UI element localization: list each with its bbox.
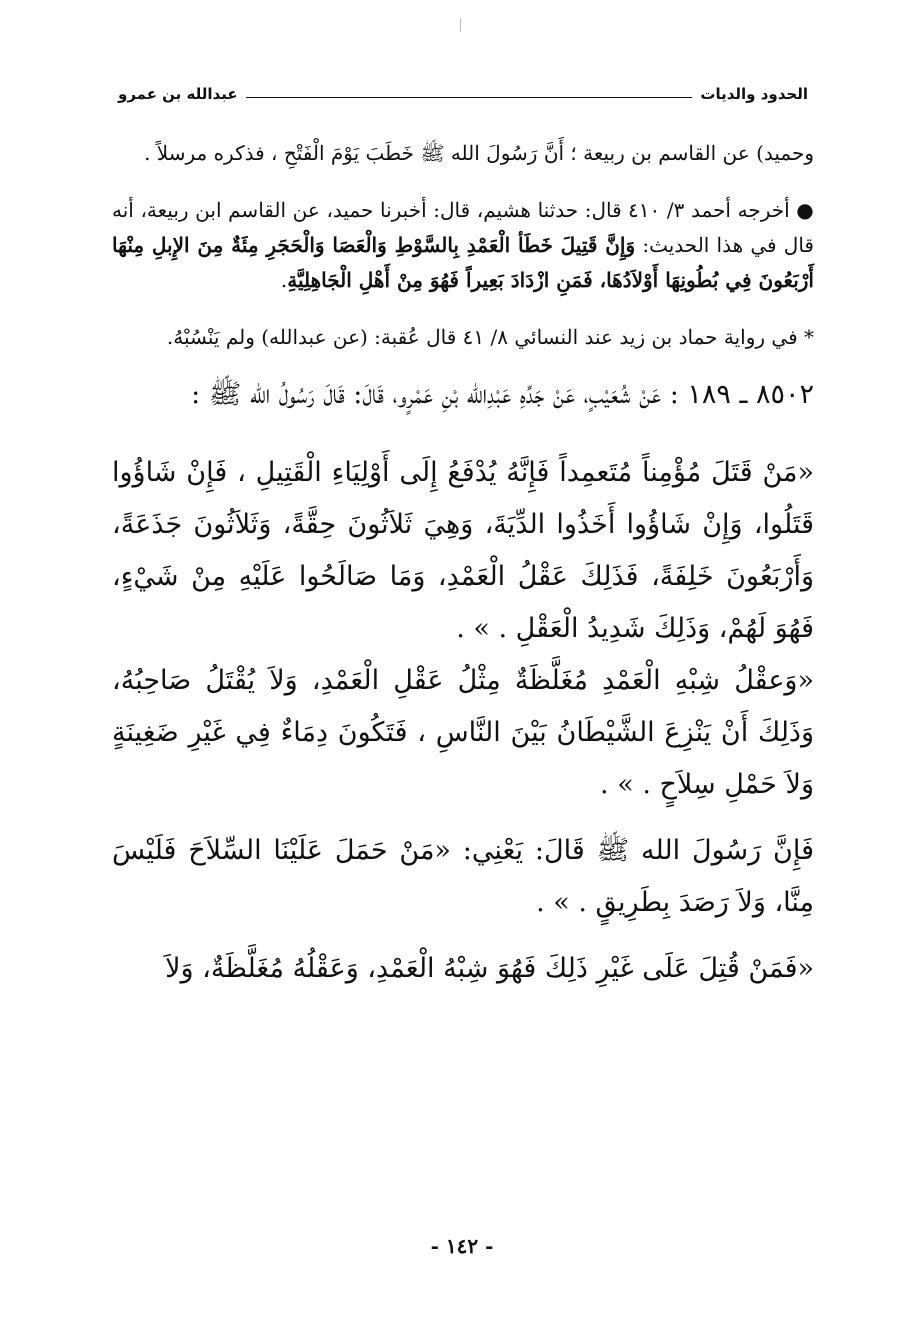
header-section-title: عبدالله بن عمرو [118,85,238,103]
paragraph-ahmad-takhrij [112,193,814,298]
takhrij-hadith-text: وَإِنَّ قَتِيلَ خَطَأ الْعَمْدِ بِالسَّوْطِ وَالْعَصَا وَالْحَجَرِ مِئَةٌ مِنَ الإِبلِ مِنْهَا أَرْبَعُونَ فِي بُطُونِهَا أَوْلاَدُهَا، فَمَنِ ازْدَادَ بَعِيراً فَهُوَ مِنْ أَهْلِ الْجَاهِلِيَّةِ [112,233,814,292]
takhrij-intro: أخرجه أحمد ٣/ ٤١٠ قال: حدثنا هشيم، قال: أخبرنا حميد، عن القاسم ابن ربيعة، أنه قال في هذا الحديث: [112,198,814,257]
crop-mark [460,18,461,32]
header-rule [246,97,693,98]
bullet-icon: ● [796,198,814,222]
hadith-heading: ٨٥٠٢ ـ ١٨٩ : عَنْ شُعَيْبٍ، عَنْ جَدِّهِ عَبْدِالله بْنِ عَمْرٍو، قَالَ: قَالَ رَسُولُ الله ﷺ : [191,379,814,410]
paragraph-nasai-note: * في رواية حماد بن زيد عند النسائي ٨/ ٤١ قال عُقبة: (عن عبدالله) ولم يَنْسُبْهُ. [166,325,814,349]
takhrij-end: . [280,268,288,292]
page-number: - ١٤٢ - [430,1234,494,1258]
header-chapter-title: الحدود والديات [700,85,808,103]
hadith-paragraph-1: «مَنْ قَتَلَ مُؤْمِناً مُتَعمِداً فَإِنَّهُ يُدْفَعُ إِلَى أَوْلِيَاءِ الْقَتِيلِ ، فَإِنْ شَاؤُوا قَتَلُوا، وَإِنْ شَاؤُوا أَخَذُوا الدِّيَةَ، وَهِيَ ثَلاَثُونَ حِقَّةً، وَثَلاَثُونَ جَذَعَةً، وَأَرْبَعُونَ خَلِفَةً، فَذَلِكَ عَقْلُ الْعَمْدِ، وَمَا صَالَحُوا عَلَيْهِ مِنْ شَيْءٍ، فَهُوَ لَهُمْ، وَذَلِكَ شَدِيدُ الْعَقْلِ . » . [112,457,814,644]
hadith-paragraph-3: فَإِنَّ رَسُولَ الله ﷺ قَالَ: يَعْنِي: «مَنْ حَمَلَ عَلَيْنَا السِّلاَحَ فَلَيْسَ مِنَّا، وَلاَ رَصَدَ بِطَرِيقٍ . » . [112,835,814,918]
hadith-paragraph-4: «فَمَنْ قُتِلَ عَلَى غَيْرِ ذَلِكَ فَهُوَ شِبْهُ الْعَمْدِ، وَعَقْلُهُ مُغَلَّظَةٌ، وَلاَ [165,953,814,984]
running-header [118,82,808,106]
page-body [112,136,814,995]
hadith-paragraph-2: «وَعقْلُ شِبْهِ الْعَمْدِ مُغَلَّظَةٌ مِثْلُ عَقْلِ الْعَمْدِ، وَلاَ يُقْتَلُ صَاحِبُهُ، وَذَلِكَ أَنْ يَنْزِعَ الشَّيْطَانُ بَيْنَ النَّاسِ ، فَتَكُونَ دِمَاءٌ فِي غَيْرِ ضَغِينَةٍ وَلاَ حَمْلِ سِلاَحٍ . » . [112,665,814,800]
paragraph-mursal-note: وحميد) عن القاسم بن ربيعة ؛ أَنَّ رَسُولَ الله ﷺ خَطَبَ يَوْمَ الْفَتْحِ ، فذكره مرسلاً . [144,141,814,165]
